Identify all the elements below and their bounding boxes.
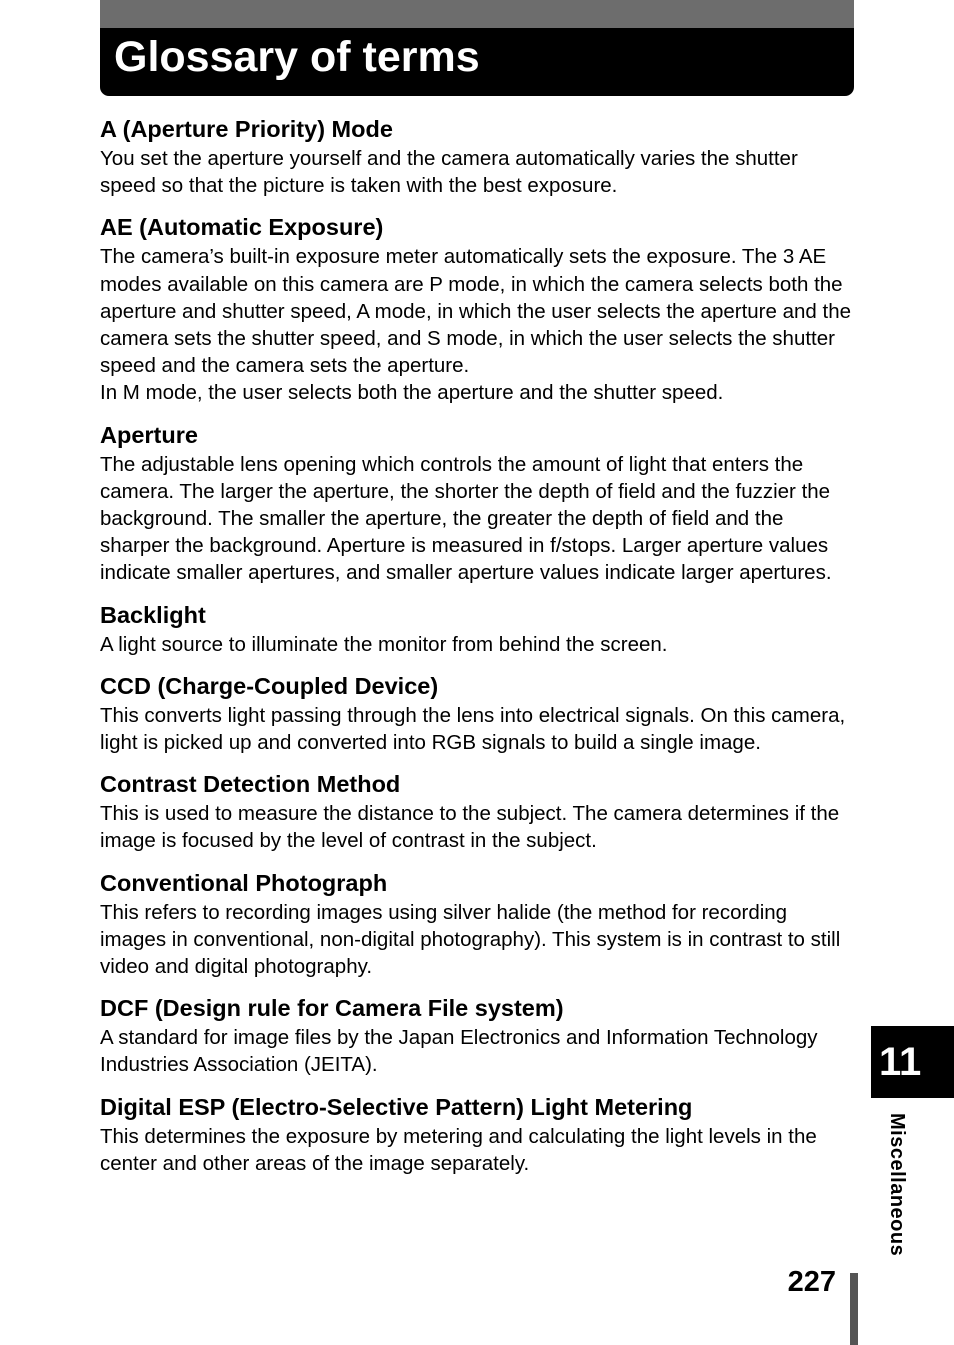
glossary-entry — [100, 212, 856, 406]
glossary-term: Contrast Detection Method — [100, 771, 401, 798]
page-title-banner — [100, 28, 854, 96]
glossary-entry — [100, 114, 856, 199]
glossary-definition: The adjustable lens opening which controls the amount of light that enters the camera. The larger the aperture, the shorter the depth of field and the fuzzier the background. The smaller the aperture, the greater the depth of field and the sharper the background. Aperture is measured in f/stops. Larger aperture values indicate smaller apertures, and smaller aperture values indicate larger apertures. — [100, 452, 832, 585]
glossary-definition: You set the aperture yourself and the camera automatically varies the shutter speed so that the picture is taken with the best exposure. — [100, 147, 798, 198]
glossary-term: Aperture — [100, 421, 198, 448]
title-band-top — [100, 0, 854, 28]
glossary-definition: This is used to measure the distance to the subject. The camera determines if the image is focused by the level of contrast in the subject. — [100, 802, 840, 853]
glossary-term: A (Aperture Priority) Mode — [100, 116, 393, 142]
glossary-list — [100, 114, 856, 1190]
glossary-entry — [100, 868, 856, 981]
glossary-definition-extra: In M mode, the user selects both the aperture and the shutter speed. — [100, 381, 724, 405]
glossary-term: DCF (Design rule for Camera File system) — [100, 995, 564, 1022]
glossary-definition: This determines the exposure by metering and calculating the light levels in the center and other areas of the image separately. — [100, 1124, 817, 1175]
glossary-term: CCD (Charge-Coupled Device) — [100, 672, 439, 699]
glossary-term: Backlight — [100, 601, 206, 628]
glossary-entry — [100, 993, 856, 1078]
glossary-term: Conventional Photograph — [100, 869, 388, 896]
chapter-tab — [871, 1026, 954, 1098]
glossary-entry — [100, 671, 856, 756]
glossary-definition: A standard for image files by the Japan Electronics and Information Technology Industries Association (JEITA). — [100, 1026, 818, 1077]
glossary-definition: The camera’s built-in exposure meter automatically sets the exposure. The 3 AE modes available on this camera are P mode, in which the camera selects both the aperture and shutter speed, A mode, in which the user selects the aperture and the camera sets the shutter speed, and S mode, in which the user selects the shutter speed and the camera sets the aperture. — [100, 245, 852, 378]
glossary-entry — [100, 1092, 856, 1177]
glossary-entry — [100, 769, 856, 854]
glossary-definition: This converts light passing through the lens into electrical signals. On this camera, light is picked up and converted into RGB signals to build a single image. — [100, 703, 846, 755]
page-title: Glossary of terms — [114, 33, 480, 81]
page-number-bar — [850, 1273, 858, 1345]
page-number: 227 — [787, 1266, 836, 1298]
glossary-term: Digital ESP (Electro-Selective Pattern) Light Metering — [100, 1093, 693, 1120]
glossary-term: AE (Automatic Exposure) — [100, 214, 384, 241]
glossary-definition: This refers to recording images using silver halide (the method for recording images in conventional, non-digital photography). This system is in contrast to still video and digital photography. — [100, 900, 841, 979]
glossary-definition: A light source to illuminate the monitor from behind the screen. — [100, 632, 668, 656]
chapter-number: 11 — [879, 1040, 922, 1084]
chapter-label: Miscellaneous — [886, 1113, 908, 1257]
glossary-entry — [100, 420, 856, 587]
glossary-entry — [100, 600, 856, 658]
